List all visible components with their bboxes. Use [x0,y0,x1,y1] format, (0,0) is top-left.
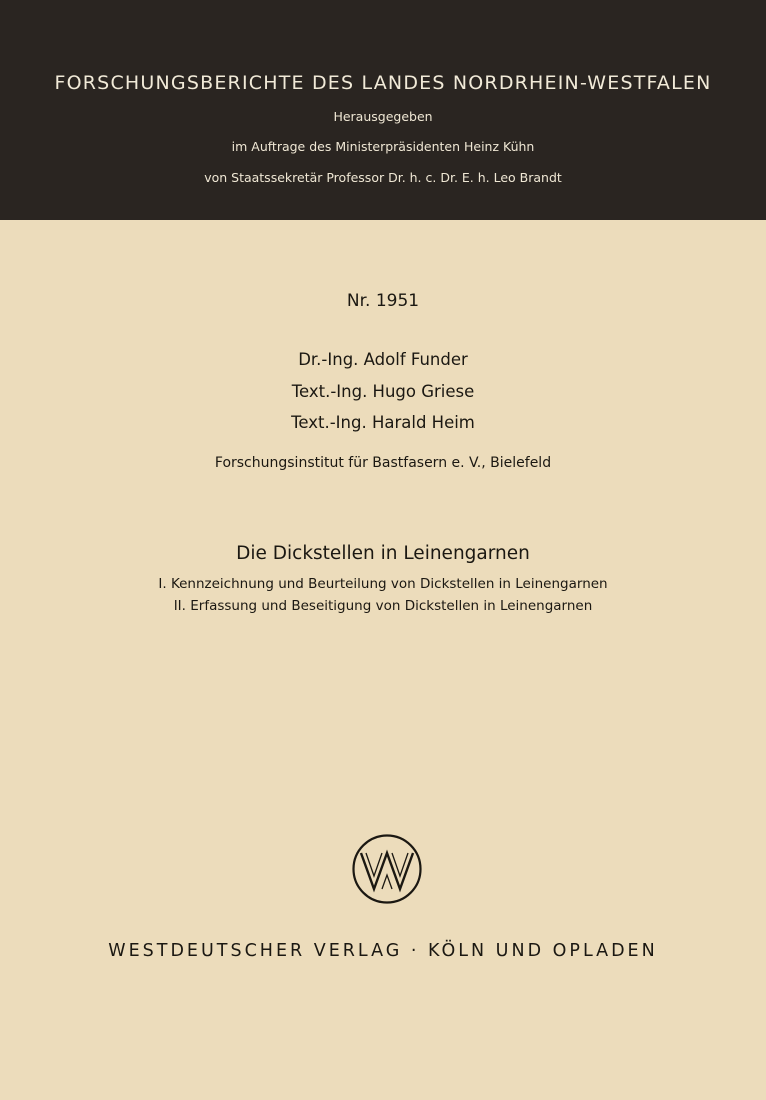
author-name: Text.-Ing. Hugo Griese [291,382,475,401]
header-band [0,0,766,220]
author-name: Text.-Ing. Harald Heim [291,413,475,432]
institute: Forschungsinstitut für Bastfasern e. V., Bielefeld [214,455,552,471]
publisher: WESTDEUTSCHER VERLAG · KÖLN UND OPLADEN [108,941,658,961]
subtitle-part-2: II. Erfassung und Beseitigung von Dickstellen in Leinengarnen [173,598,593,614]
subtitle-part-1: I. Kennzeichnung und Beurteilung von Dickstellen in Leinengarnen [158,576,608,592]
editor-line: Herausgegeben [333,109,433,124]
report-number: Nr. 1951 [346,291,420,311]
publisher-w-logo-icon [351,833,423,905]
book-title: Die Dickstellen in Leinengarnen [236,543,530,564]
author-name: Dr.-Ing. Adolf Funder [298,350,468,369]
editor-name-line: von Staatssekretär Professor Dr. h. c. Dr. E. h. Leo Brandt [204,170,562,185]
series-title: FORSCHUNGSBERICHTE DES LANDES NORDRHEIN-WESTFALEN [54,72,712,94]
commission-line: im Auftrage des Ministerpräsidenten Heinz Kühn [231,139,535,154]
